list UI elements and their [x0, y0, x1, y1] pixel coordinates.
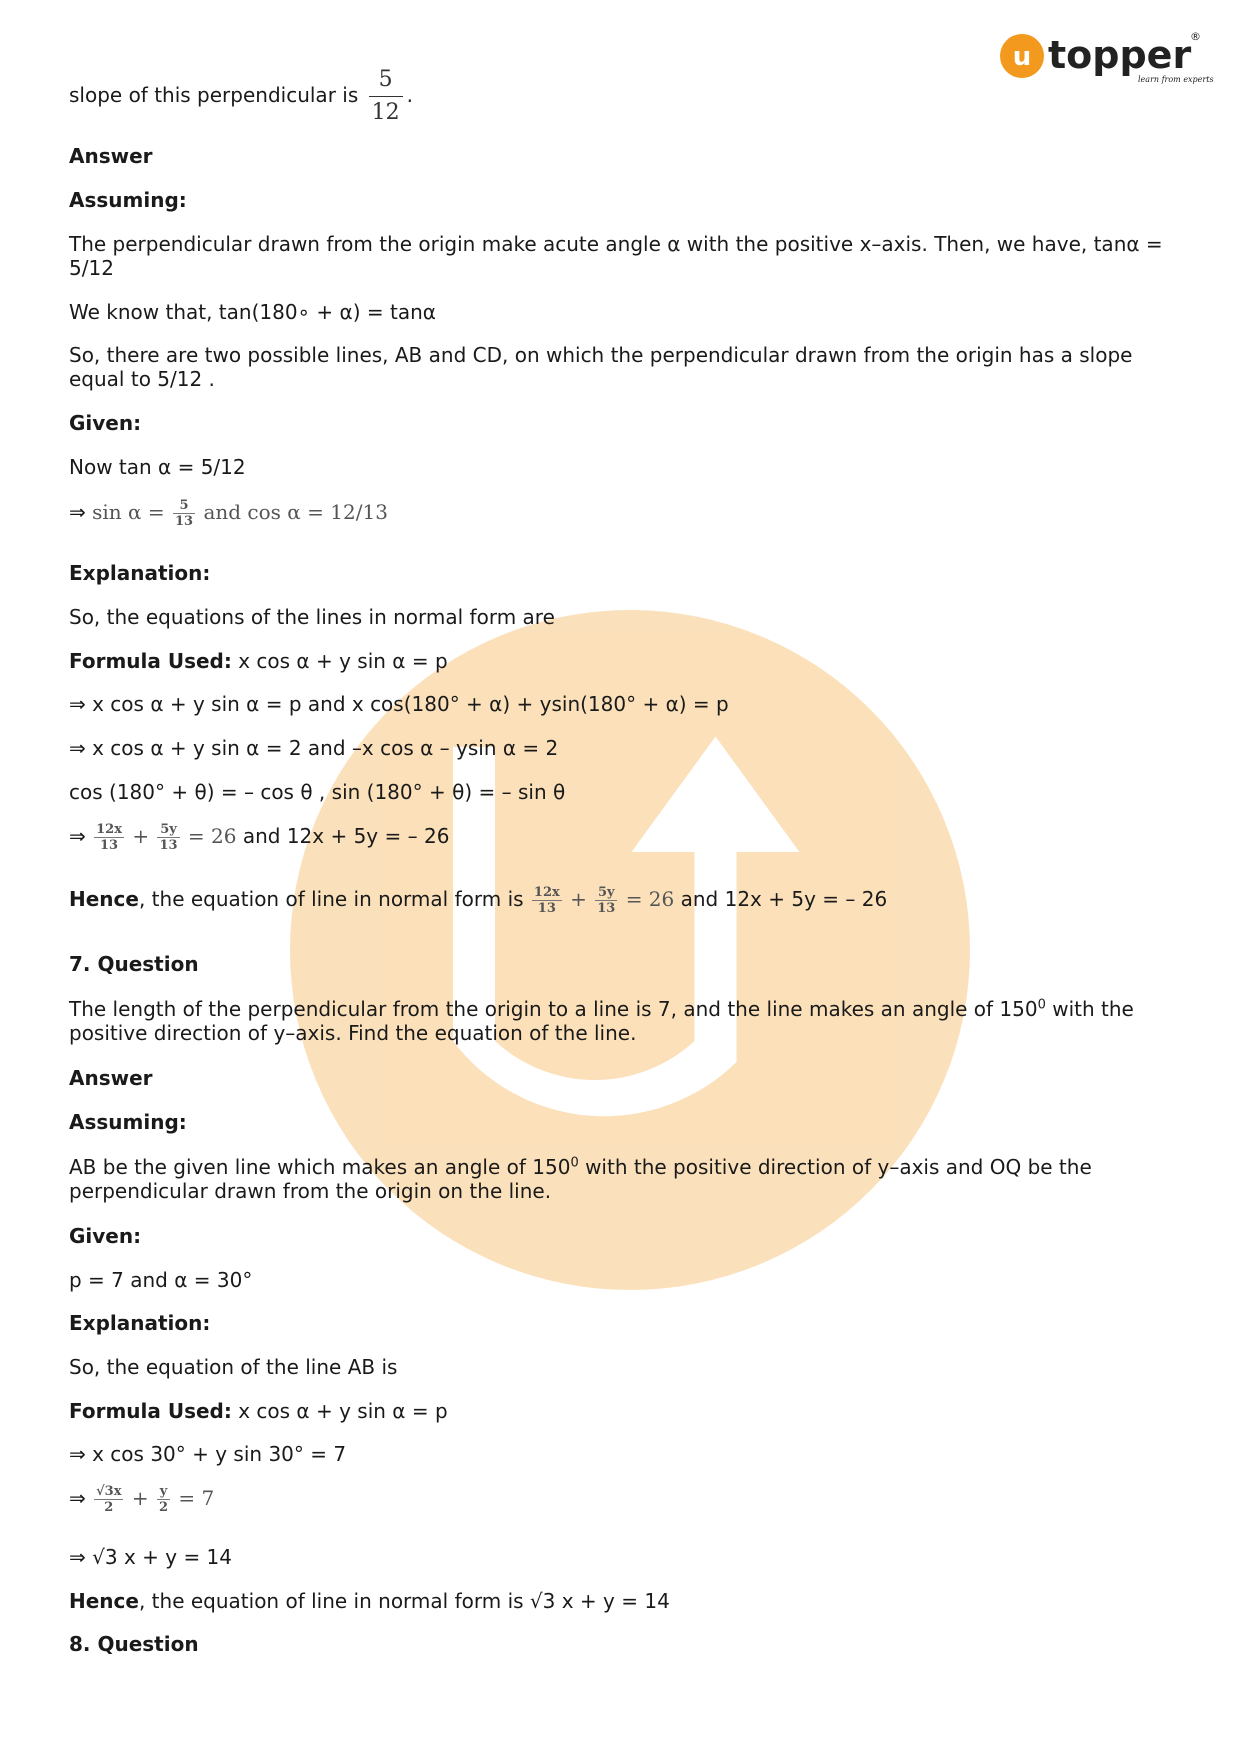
line-ab-intro: So, the equation of the line AB is — [69, 1355, 398, 1379]
equation-step-6: ⇒ √3 x + y = 14 — [69, 1545, 233, 1569]
formula-used-2: Formula Used: x cos α + y sin α = p — [69, 1399, 448, 1423]
question-8-heading: 8. Question — [69, 1632, 199, 1656]
equation-step-5: ⇒ $\frac{√3x}{2}$ + $\frac{y}{2}$ = 7 — [69, 1484, 215, 1515]
assuming-heading-2: Assuming: — [69, 1110, 187, 1134]
hence-line-2: Hence, the equation of line in normal form is √3 x + y = 14 — [69, 1589, 670, 1613]
tan-identity-line: We know that, tan(180∘ + α) = tanα — [69, 300, 436, 324]
given-values: p = 7 and α = 30° — [69, 1268, 253, 1292]
slope-line: slope of this perpendicular is $\frac{5}{12}$ . — [69, 64, 1179, 129]
hence-line-1: Hence, the equation of line in normal form is $\frac{12x}{13}$ + $\frac{5y}{13}$ = 26 and 12x + 5y = – 26 — [69, 885, 888, 916]
equation-step-3: ⇒ $\frac{12x}{13}$ + $\frac{5y}{13}$ = 26 and 12x + 5y = – 26 — [69, 822, 450, 853]
logo-registered: ® — [1190, 30, 1201, 43]
equation-step-2: ⇒ x cos α + y sin α = 2 and –x cos α – ysin α = 2 — [69, 736, 559, 760]
answer-heading-2: Answer — [69, 1066, 153, 1090]
answer-heading-1: Answer — [69, 144, 153, 168]
given-heading-2: Given: — [69, 1224, 142, 1248]
cos-sin-identity: cos (180° + θ) = – cos θ , sin (180° + θ) = – sin θ — [69, 780, 566, 804]
sin-cos-line: ⇒ sin α = $\frac{5}{13}$ and cos α = 12/13 — [69, 498, 388, 529]
fraction-5-12: $\frac{5}{12}$ — [369, 64, 403, 129]
assuming-heading-1: Assuming: — [69, 188, 187, 212]
assumption-paragraph-2: AB be the given line which makes an angle of $150^0$ with the positive direction of y–axis and OQ be the perpendicular drawn from the origin on the line. — [69, 1155, 1092, 1203]
question-7-text: The length of the perpendicular from the origin to a line is 7, and the line makes an angle of $150^0$ with the positive direction of y–axis. Find the equation of the line. — [69, 997, 1134, 1045]
given-heading-1: Given: — [69, 411, 142, 435]
equation-step-1: ⇒ x cos α + y sin α = p and x cos(180° + α) + ysin(180° + α) = p — [69, 692, 729, 716]
logo-mark: u — [1012, 42, 1032, 72]
logo-brand: topper — [1048, 33, 1192, 77]
explanation-heading-2: Explanation: — [69, 1311, 211, 1335]
equation-step-4: ⇒ x cos 30° + y sin 30° = 7 — [69, 1442, 347, 1466]
fraction-5-13: $\frac{5}{13}$ — [175, 498, 194, 529]
formula-used-1: Formula Used: x cos α + y sin α = p — [69, 649, 448, 673]
two-lines-paragraph: So, there are two possible lines, AB and CD, on which the perpendicular drawn from the origin has a slope equal to 5/12 . — [69, 343, 1133, 391]
logo-tagline: learn from experts — [1138, 75, 1214, 84]
normal-form-intro: So, the equations of the lines in normal form are — [69, 605, 555, 629]
explanation-heading-1: Explanation: — [69, 561, 211, 585]
assumption-paragraph: The perpendicular drawn from the origin make acute angle α with the positive x–axis. Then, we have, tanα = 5/12 — [69, 232, 1163, 280]
tan-value-line: Now tan α = 5/12 — [69, 455, 246, 479]
question-7-heading: 7. Question — [69, 952, 199, 976]
